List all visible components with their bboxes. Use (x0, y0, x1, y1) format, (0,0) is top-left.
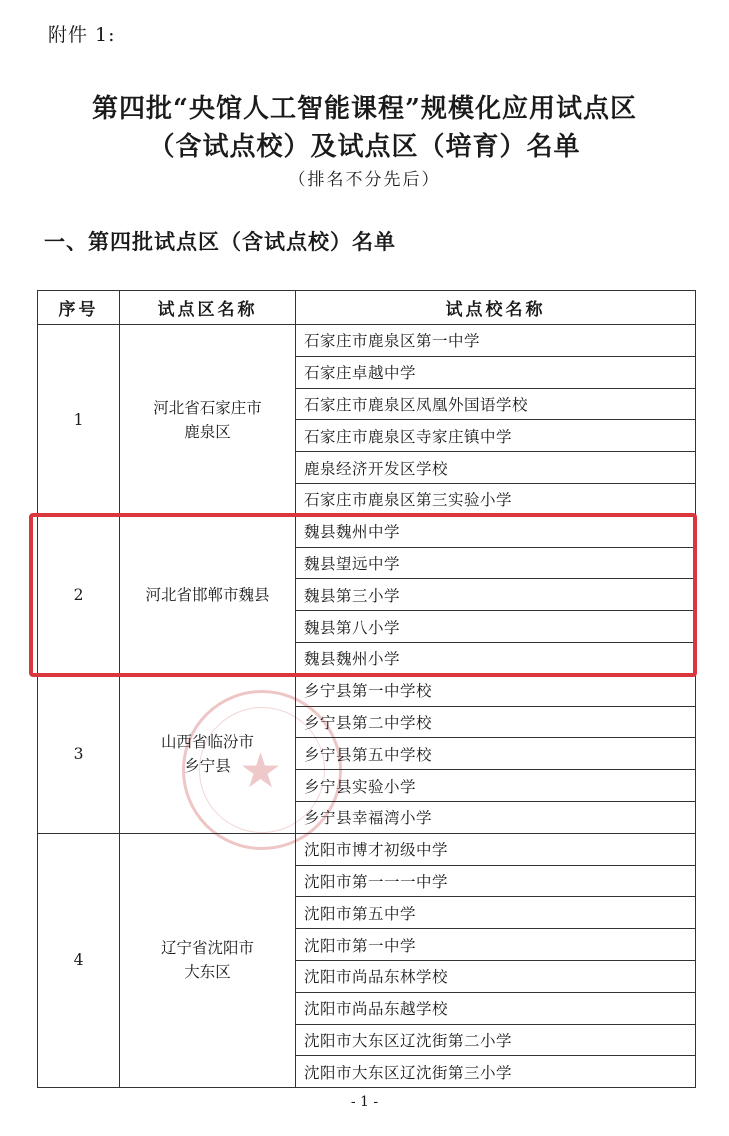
school-name: 魏县第三小学 (296, 579, 696, 611)
school-name: 沈阳市大东区辽沈街第三小学 (296, 1056, 696, 1088)
school-name: 乡宁县幸福湾小学 (296, 801, 696, 833)
school-name: 沈阳市第五中学 (296, 897, 696, 929)
school-name: 石家庄市鹿泉区第三实验小学 (296, 483, 696, 515)
ranking-note: （排名不分先后） (288, 170, 441, 190)
region-line: 大东区 (184, 963, 231, 982)
highlight-box (29, 513, 697, 677)
group-index: 2 (38, 515, 120, 674)
school-name: 乡宁县第一中学校 (296, 674, 696, 706)
pilot-list-table (37, 290, 696, 1088)
attachment-label: 附件 1: (48, 24, 116, 46)
school-name: 乡宁县第五中学校 (296, 738, 696, 770)
region-name (120, 833, 296, 1087)
school-name: 石家庄卓越中学 (296, 356, 696, 388)
table-row (38, 325, 696, 357)
school-name: 乡宁县实验小学 (296, 770, 696, 802)
school-name: 魏县第八小学 (296, 611, 696, 643)
school-name: 鹿泉经济开发区学校 (296, 452, 696, 484)
document-title-line1: 第四批“央馆人工智能课程”规模化应用试点区 (92, 94, 637, 124)
region-line: 山西省临汾市 (160, 732, 254, 751)
school-name: 石家庄市鹿泉区第一中学 (296, 325, 696, 357)
region-name (120, 325, 296, 516)
page-number: - 1 - (350, 1094, 379, 1110)
region-name (120, 674, 296, 833)
table-row (38, 833, 696, 865)
document-title-line2: （含试点校）及试点区（培育）名单 (148, 132, 581, 162)
school-name: 沈阳市大东区辽沈街第二小学 (296, 1024, 696, 1056)
seal-star-icon: ★ (239, 743, 283, 799)
school-name: 沈阳市第一中学 (296, 929, 696, 961)
school-name: 沈阳市尚品东林学校 (296, 960, 696, 992)
region-line: 乡宁县 (184, 756, 231, 775)
school-name: 魏县魏州小学 (296, 642, 696, 674)
school-name: 沈阳市第一一一中学 (296, 865, 696, 897)
pilot-list-table-wrapper (37, 290, 695, 1088)
section-title: 一、第四批试点区（含试点校）名单 (44, 229, 396, 254)
header-region: 试点区名称 (120, 291, 296, 325)
group-index: 4 (38, 833, 120, 1087)
region-line: 河北省石家庄市 (153, 398, 262, 417)
group-index: 1 (38, 325, 120, 516)
school-name: 魏县望远中学 (296, 547, 696, 579)
school-name: 魏县魏州中学 (296, 515, 696, 547)
table-header-row (38, 291, 696, 325)
region-line: 鹿泉区 (184, 422, 231, 441)
header-index: 序号 (38, 291, 120, 325)
school-name: 沈阳市尚品东越学校 (296, 992, 696, 1024)
school-name: 沈阳市博才初级中学 (296, 833, 696, 865)
school-name: 石家庄市鹿泉区凤凰外国语学校 (296, 388, 696, 420)
header-school: 试点校名称 (296, 291, 696, 325)
school-name: 石家庄市鹿泉区寺家庄镇中学 (296, 420, 696, 452)
table-row (38, 674, 696, 706)
region-line: 河北省邯郸市魏县 (145, 585, 270, 604)
school-name: 乡宁县第二中学校 (296, 706, 696, 738)
region-line: 辽宁省沈阳市 (160, 939, 254, 958)
group-index: 3 (38, 674, 120, 833)
